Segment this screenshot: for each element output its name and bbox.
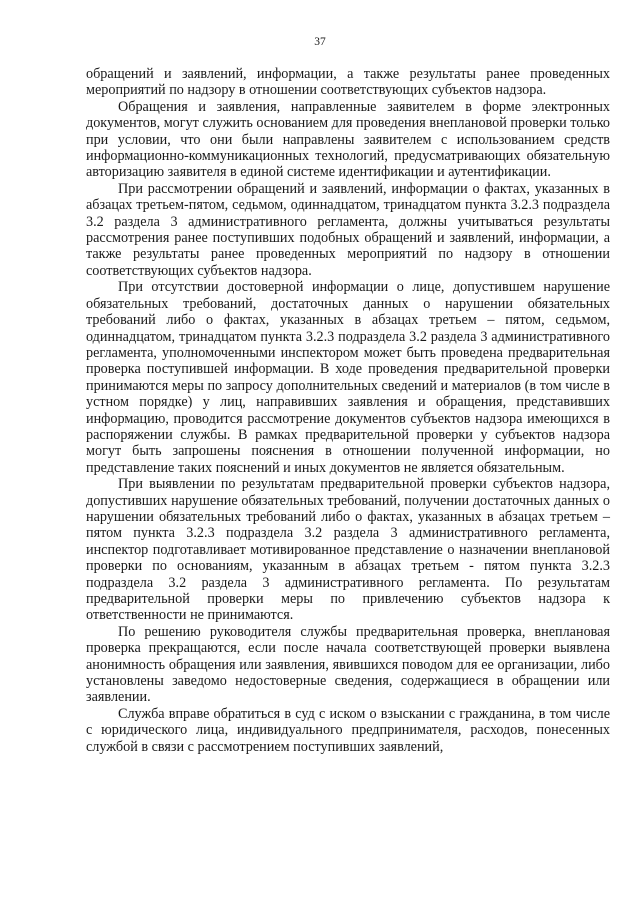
paragraph-2: Обращения и заявления, направленные заявителем в форме электронных документов, могут служить основанием для проведения внеплановой проверки только при условии, что они были направлены заявителем с использованием средств информационно-коммуникационных технологий, предусматривающих обязательную авторизацию заявителя в единой системе идентификации и аутентификации. [86,98,610,181]
page-number: 37 [314,36,326,48]
paragraph-7: Служба вправе обратиться в суд с иском о взыскании с гражданина, в том числе с юридического лица, индивидуального предпринимателя, расходов, понесенных службой в связи с рассмотрением поступивших заявлений, [86,705,610,755]
page-body [86,66,610,755]
paragraph-1: обращений и заявлений, информации, а также результаты ранее проведенных мероприятий по надзору в отношении соответствующих субъектов надзора. [86,66,610,99]
paragraph-3: При рассмотрении обращений и заявлений, информации о фактах, указанных в абзацах третьем-пятом, седьмом, одиннадцатом, тринадцатом пункта 3.2.3 подраздела 3.2 раздела 3 административного регламента, должны учитываться результаты рассмотрения ранее поступивших подобных обращений и заявлений, информации, а также результаты ранее проведенных мероприятий по надзору в отношении соответствующих субъектов надзора. [86,180,610,279]
paragraph-5: При выявлении по результатам предварительной проверки субъектов надзора, допустивших нарушение обязательных требований, получении достаточных данных о нарушении обязательных требований либо о фактах, указанных в абзацах третьем – пятом пункта 3.2.3 подраздела 3.2 раздела 3 административного регламента, инспектор подготавливает мотивированное представление о назначении внеплановой проверки по основаниям, указанным в абзацах третьем - пятом пункта 3.2.3 подраздела 3.2 раздела 3 административного регламента. По результатам предварительной проверки меры по привлечению субъектов надзора к ответственности не принимаются. [86,476,610,624]
paragraph-6: По решению руководителя службы предварительная проверка, внеплановая проверка прекращаются, если после начала соответствующей проверки выявлена анонимность обращения или заявления, явившихся поводом для ее организации, либо установлены заведомо недостоверные сведения, содержащиеся в обращении или заявлении. [86,623,610,706]
paragraph-4: При отсутствии достоверной информации о лице, допустившем нарушение обязательных требований, достаточных данных о нарушении обязательных требований либо о фактах, указанных в абзацах третьем – пятом, седьмом, одиннадцатом, тринадцатом пункта 3.2.3 подраздела 3.2 раздела 3 административного регламента, уполномоченными инспектором может быть проведена предварительная проверка поступившей информации. В ходе проведения предварительной проверки принимаются меры по запросу дополнительных сведений и материалов (в том числе в устном порядке) у лиц, направивших заявления и обращения, представивших информацию, проводится рассмотрение документов субъектов надзора имеющихся в распоряжении службы. В рамках предварительной проверки у субъектов надзора могут быть запрошены пояснения в отношении полученной информации, но представление таких пояснений и иных документов не является обязательным. [86,279,610,476]
